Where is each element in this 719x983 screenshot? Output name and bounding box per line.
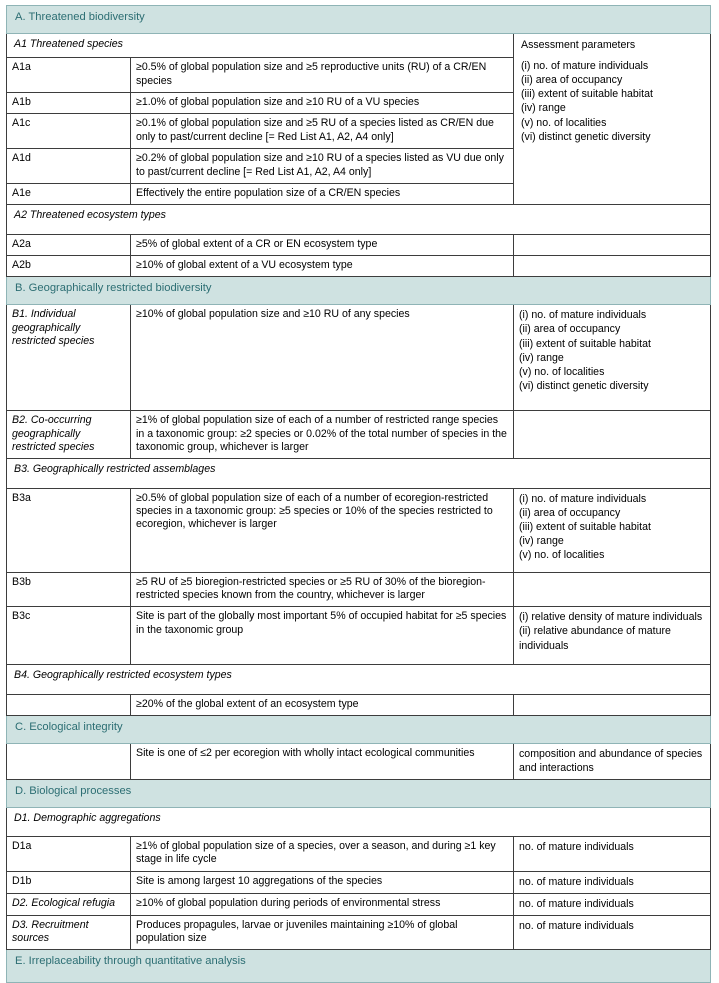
criterion-code-b3c: B3c [7, 607, 131, 665]
subsection-row-b3 [7, 459, 711, 488]
criterion-code-a2a: A2a [7, 234, 131, 255]
criterion-code-d3: D3. Recruitment sources [7, 915, 131, 950]
parameters-cell-b3c [514, 607, 711, 665]
section-label-a: A. Threatened biodiversity [7, 6, 711, 34]
parameter-item: (iv) range [519, 351, 564, 364]
subsection-row-a2 [7, 205, 711, 234]
subsection-row-a1 [7, 34, 711, 58]
parameters-cell-d1b: no. of mature individuals [514, 871, 711, 893]
table-row-d1b [7, 871, 711, 893]
subsection-label-a1: A1 Threatened species [7, 34, 514, 58]
parameter-item: (vi) distinct genetic diversity [519, 379, 649, 392]
parameter-item: (i) no. of mature individuals [521, 60, 649, 73]
table-row-b1 [7, 305, 711, 411]
table-row-d1a [7, 836, 711, 871]
criterion-text-a1a: ≥0.5% of global population size and ≥5 reproductive units (RU) of a CR/EN species [131, 58, 514, 93]
parameters-cell-c1: composition and abundance of species and interactions [514, 744, 711, 780]
parameter-item: (ii) area of occupancy [521, 74, 623, 87]
assessment-parameters-header-cell [514, 34, 711, 205]
table-row-c1 [7, 744, 711, 780]
criterion-text-a1b: ≥1.0% of global population size and ≥10 RU of a VU species [131, 93, 514, 114]
section-label-c: C. Ecological integrity [7, 716, 711, 744]
section-label-b: B. Geographically restricted biodiversity [7, 277, 711, 305]
criterion-text-d2: ≥10% of global population during periods of environmental stress [131, 893, 514, 915]
parameters-cell-b2 [514, 411, 711, 459]
criterion-code-d1b: D1b [7, 871, 131, 893]
table-row-b3b [7, 572, 711, 607]
table-row-a2b [7, 255, 711, 276]
parameter-item: (i) no. of mature individuals [519, 309, 647, 322]
criterion-text-c1: Site is one of ≤2 per ecoregion with wholly intact ecological communities [131, 744, 514, 780]
criterion-text-a2a: ≥5% of global extent of a CR or EN ecosystem type [131, 234, 514, 255]
criterion-code-a1a: A1a [7, 58, 131, 93]
criterion-text-a2b: ≥10% of global extent of a VU ecosystem type [131, 255, 514, 276]
criterion-text-d3: Produces propagules, larvae or juveniles maintaining ≥10% of global population size [131, 915, 514, 950]
table-row-a2a [7, 234, 711, 255]
criterion-text-b3c: Site is part of the globally most important 5% of occupied habitat for ≥5 species in the taxonomic group [131, 607, 514, 665]
parameter-item: (ii) relative abundance of mature individuals [519, 625, 671, 652]
criterion-code-b3b: B3b [7, 572, 131, 607]
parameter-item: (i) no. of mature individuals [519, 492, 647, 505]
parameters-cell-a2a [514, 234, 711, 255]
table-row-b2 [7, 411, 711, 459]
parameter-item: (iii) extent of suitable habitat [519, 337, 651, 350]
section-label-d: D. Biological processes [7, 780, 711, 808]
criterion-text-b2: ≥1% of global population size of each of a number of restricted range species in a taxonomic group: ≥2 species or 0.02% of the total number of species in the taxonomic group, whichever is larger [131, 411, 514, 459]
criterion-text-a1d: ≥0.2% of global population size and ≥10 RU of a species listed as VU due only to past/current decline [= Red List A1, A2, A4 only] [131, 149, 514, 184]
section-header-a [7, 6, 711, 34]
parameter-item: (v) no. of localities [519, 549, 605, 562]
criterion-text-a1e: Effectively the entire population size of a CR/EN species [131, 183, 514, 204]
criterion-code-b3a: B3a [7, 488, 131, 572]
table-row-d3 [7, 915, 711, 950]
parameters-cell-b3a [514, 488, 711, 572]
parameter-item: (v) no. of localities [521, 116, 607, 129]
criterion-code-b4a [7, 694, 131, 715]
parameters-cell-d2: no. of mature individuals [514, 893, 711, 915]
criterion-code-c1 [7, 744, 131, 780]
subsection-row-b4 [7, 665, 711, 694]
subsection-label-b4: B4. Geographically restricted ecosystem types [7, 665, 711, 694]
criterion-text-a1c: ≥0.1% of global population size and ≥5 RU of a species listed as CR/EN due only to past/current decline [= Red List A1, A2, A4 only] [131, 114, 514, 149]
criterion-text-d1a: ≥1% of global population size of a species, over a season, and during ≥1 key stage in life cycle [131, 836, 514, 871]
section-header-c [7, 716, 711, 744]
table-row-d2 [7, 893, 711, 915]
subsection-label-d1: D1. Demographic aggregations [7, 808, 711, 836]
parameter-item: (vi) distinct genetic diversity [521, 130, 651, 143]
kba-criteria-table [6, 5, 711, 983]
criterion-code-a2b: A2b [7, 255, 131, 276]
table-row-b3c [7, 607, 711, 665]
parameter-item: (iii) extent of suitable habitat [519, 520, 651, 533]
parameter-item: (iv) range [519, 534, 564, 547]
assessment-parameters-title: Assessment parameters [521, 39, 636, 52]
criterion-text-b3a: ≥0.5% of global population size of each of a number of ecoregion-restricted species in a taxonomic group: ≥5 species or 10% of the species restricted to ecoregion, whichever is larger [131, 488, 514, 572]
parameter-item: (v) no. of localities [519, 365, 605, 378]
subsection-row-d1 [7, 808, 711, 836]
parameters-cell-d3: no. of mature individuals [514, 915, 711, 950]
section-label-e: E. Irreplaceability through quantitative analysis [7, 950, 711, 983]
criterion-code-d2: D2. Ecological refugia [7, 893, 131, 915]
parameter-item: (iii) extent of suitable habitat [521, 88, 653, 101]
parameters-cell-b3b [514, 572, 711, 607]
subsection-label-b3: B3. Geographically restricted assemblages [7, 459, 711, 488]
parameter-item: (ii) area of occupancy [519, 506, 621, 519]
parameters-cell-d1a: no. of mature individuals [514, 836, 711, 871]
section-header-d [7, 780, 711, 808]
subsection-label-a2: A2 Threatened ecosystem types [7, 205, 711, 234]
criterion-code-d1a: D1a [7, 836, 131, 871]
criterion-code-a1d: A1d [7, 149, 131, 184]
parameters-cell-b1 [514, 305, 711, 411]
table-row-b4a [7, 694, 711, 715]
parameter-item: (iv) range [521, 102, 566, 115]
section-header-e [7, 950, 711, 983]
criterion-code-a1c: A1c [7, 114, 131, 149]
table-row-b3a [7, 488, 711, 572]
section-header-b [7, 277, 711, 305]
criterion-text-b3b: ≥5 RU of ≥5 bioregion-restricted species or ≥5 RU of 30% of the bioregion-restricted species known from the country, whichever is larger [131, 572, 514, 607]
criterion-text-d1b: Site is among largest 10 aggregations of the species [131, 871, 514, 893]
criterion-code-b1: B1. Individual geographically restricted species [7, 305, 131, 411]
parameter-item: (ii) area of occupancy [519, 323, 621, 336]
criterion-code-b2: B2. Co-occurring geographically restricted species [7, 411, 131, 459]
parameters-cell-b4a [514, 694, 711, 715]
criterion-code-a1b: A1b [7, 93, 131, 114]
criterion-text-b1: ≥10% of global population size and ≥10 RU of any species [131, 305, 514, 411]
criterion-text-b4a: ≥20% of the global extent of an ecosystem type [131, 694, 514, 715]
parameter-item: (i) relative density of mature individuals [519, 611, 703, 624]
parameters-cell-a2b [514, 255, 711, 276]
criterion-code-a1e: A1e [7, 183, 131, 204]
